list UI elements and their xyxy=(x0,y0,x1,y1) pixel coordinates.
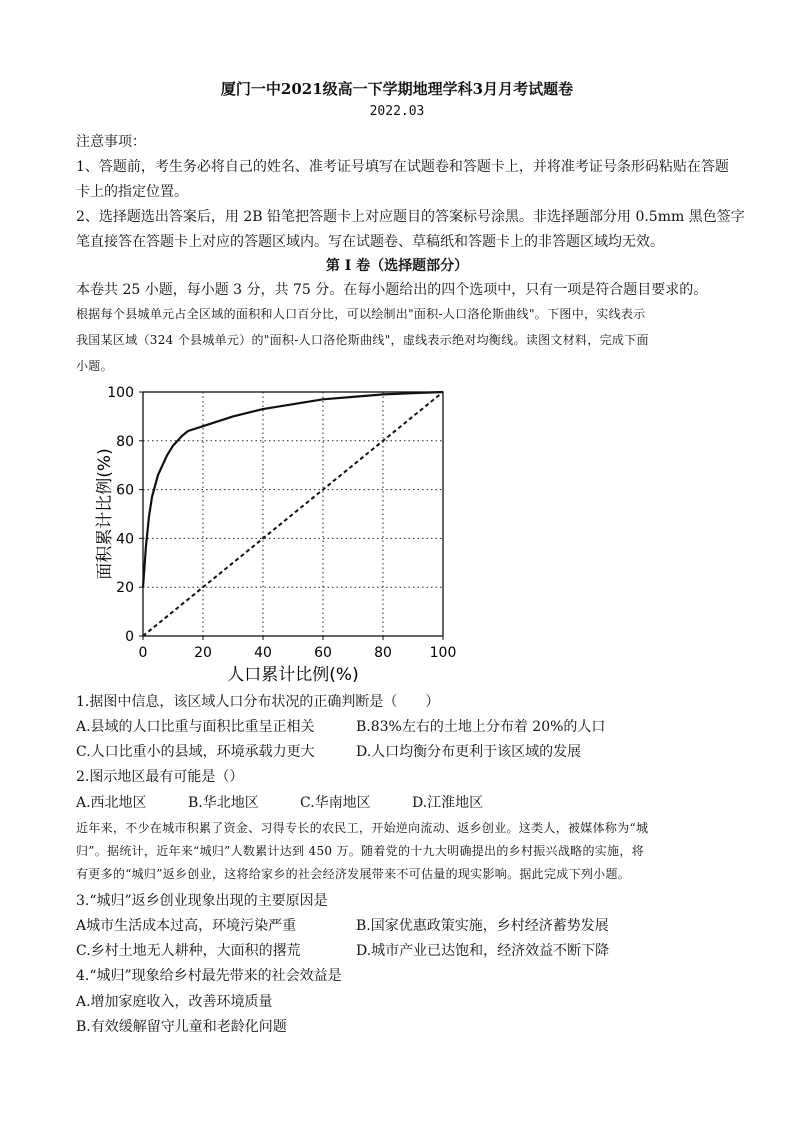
y-tick-label: 40 xyxy=(116,531,134,548)
passage-2-line-3: 有更多的“城归”返乡创业，这将给家乡的社会经济发展带来不可估量的现实影响。据此完成下列小题。 xyxy=(76,867,631,881)
q1-option-d[interactable]: D.人口均衡分布更利于该区域的发展 xyxy=(356,744,582,760)
x-axis-label: 人口累计比例(%) xyxy=(227,665,359,685)
section-intro: 本卷共 25 小题，每小题 3 分，共 75 分。在每小题给出的四个选项中，只有一项是符合题目要求的。 xyxy=(76,282,708,298)
q3-option-c[interactable]: C.乡村土地无人耕种，大面积的撂荒 xyxy=(76,943,301,959)
notice-heading: 注意事项： xyxy=(76,134,146,150)
passage-1-line-3: 小题。 xyxy=(76,359,113,373)
y-axis-label: 面积累计比例(%) xyxy=(95,448,115,580)
passage-1-line-1: 根据每个县城单元占全区域的面积和人口百分比，可以绘制出"面积-人口洛伦斯曲线"。下图中，实线表示 xyxy=(76,307,646,321)
q3-option-d[interactable]: D.城市产业已达饱和，经济效益不断下降 xyxy=(356,943,610,959)
notice-item-1-line-2: 卡上的指定位置。 xyxy=(76,184,188,200)
passage-2-line-1: 近年来，不少在城市积累了资金、习得专长的农民工，开始逆向流动、返乡创业。这类人，被媒体称为“城 xyxy=(76,821,649,835)
lorenz-chart xyxy=(76,378,476,688)
x-tick-label: 40 xyxy=(254,645,272,661)
q3-option-a[interactable]: A城市生活成本过高，环境污染严重 xyxy=(76,918,297,934)
x-tick-label: 20 xyxy=(194,645,212,661)
notice-item-2-line-1: 2、选择题选出答案后，用 2B 铅笔把答题卡上对应题目的答案标号涂黑。非选择题部分用 0.5mm 黑色签字 xyxy=(76,209,745,225)
y-tick-label: 20 xyxy=(116,580,134,597)
q2-option-d[interactable]: D.江淮地区 xyxy=(412,795,484,811)
notice-item-1-line-1: 1、答题前，考生务必将自己的姓名、准考证号填写在试题卷和答题卡上，并将准考证号条形码粘贴在答题 xyxy=(76,159,729,175)
q1-option-c[interactable]: C.人口比重小的县域，环境承载力更大 xyxy=(76,744,315,760)
q1-option-a[interactable]: A.县域的人口比重与面积比重呈正相关 xyxy=(76,719,315,735)
q4-stem: 4.“城归”现象给乡村最先带来的社会效益是 xyxy=(76,968,342,984)
q2-option-c[interactable]: C.华南地区 xyxy=(300,795,371,811)
x-tick-label: 0 xyxy=(138,645,148,661)
exam-date: 2022.03 xyxy=(369,104,425,119)
q1-stem: 1.据图中信息，该区域人口分布状况的正确判断是（ ） xyxy=(76,694,440,710)
equality-line xyxy=(143,392,443,636)
q3-stem: 3.“城归”返乡创业现象出现的主要原因是 xyxy=(76,893,328,909)
x-tick-label: 100 xyxy=(429,645,457,661)
passage-1-line-2: 我国某区域（324 个县城单元）的"面积-人口洛伦斯曲线"，虚线表示绝对均衡线。读图文材料，完成下面 xyxy=(76,333,649,347)
q2-option-b[interactable]: B.华北地区 xyxy=(188,795,259,811)
notice-item-2-line-2: 笔直接答在答题卡上对应的答题区域内。写在试题卷、草稿纸和答题卡上的非答题区域均无效。 xyxy=(76,234,664,250)
y-tick-label: 100 xyxy=(107,385,134,401)
x-tick-label: 80 xyxy=(374,645,392,661)
exam-title: 厦门一中2021级高一下学期地理学科3月月考试题卷 xyxy=(220,80,574,98)
y-tick-label: 0 xyxy=(125,629,134,645)
q3-option-b[interactable]: B.国家优惠政策实施，乡村经济蓄势发展 xyxy=(356,918,609,934)
passage-2-line-2: 归”。据统计，近年来“城归”人数累计达到 450 万。随着党的十九大明确提出的乡村振兴战略的实施，将 xyxy=(76,844,644,858)
y-tick-label: 60 xyxy=(116,482,134,499)
q4-option-b[interactable]: B.有效缓解留守儿童和老龄化问题 xyxy=(76,1019,287,1035)
q2-option-a[interactable]: A.西北地区 xyxy=(76,795,147,811)
section-title: 第 I 卷（选择题部分） xyxy=(325,258,469,274)
q1-option-b[interactable]: B.83%左右的土地上分布着 20%的人口 xyxy=(356,719,606,735)
q4-option-a[interactable]: A.增加家庭收入，改善环境质量 xyxy=(76,994,273,1010)
x-tick-label: 60 xyxy=(314,645,332,661)
y-tick-label: 80 xyxy=(116,433,134,450)
q2-stem: 2.图示地区最有可能是（） xyxy=(76,769,244,785)
